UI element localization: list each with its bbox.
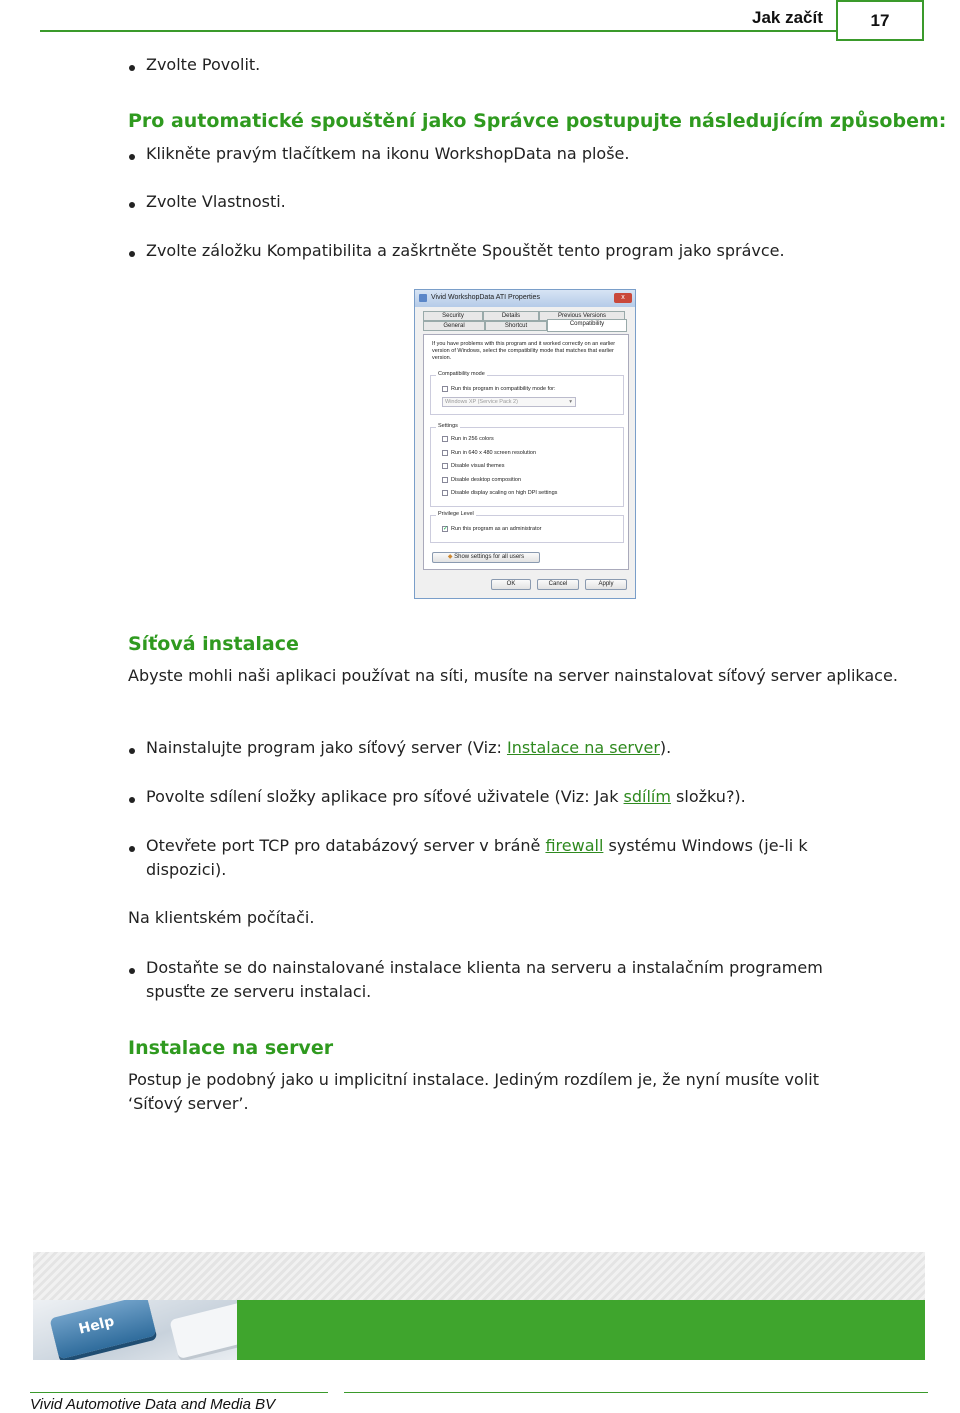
chevron-down-icon: ▾ [569,399,572,405]
compatibility-panel [423,334,629,570]
shield-icon: ◆ [447,554,453,560]
page-number: 17 [836,0,924,41]
ok-button[interactable]: OK [491,579,531,590]
admin-step-1: Klikněte pravým tlačítkem na ikonu WorkshopData na ploše. [146,144,630,163]
compat-checkbox[interactable] [442,386,448,392]
setting-label: Run in 256 colors [451,436,494,442]
keyboard-key [169,1301,237,1359]
footer-rule-left [30,1392,328,1393]
link-firewall[interactable]: firewall [545,836,604,855]
bullet-dot [129,748,135,754]
network-step-3 [146,834,808,858]
admin-step-2: Zvolte Vlastnosti. [146,192,286,211]
setting-checkbox[interactable] [442,450,448,456]
tab-general[interactable]: General [423,321,485,331]
setting-label: Run in 640 x 480 screen resolution [451,450,536,456]
settings-group-label: Settings [438,423,458,429]
section-title: Jak začít [752,8,823,27]
setting-label: Disable visual themes [451,463,505,469]
step-text: Otevřete port TCP pro databázový server v bráně [146,836,546,855]
dialog-titlebar [415,290,635,307]
bullet-dot [129,202,135,208]
step-text: ). [659,738,672,757]
setting-checkbox[interactable] [442,436,448,442]
bullet-dot [129,65,135,71]
admin-step-3: Zvolte záložku Kompatibilita a zaškrtněte Spouštět tento program jako správce. [146,241,785,260]
help-key-image [33,1300,237,1360]
tab-details[interactable]: Details [483,311,539,321]
compat-group [430,375,624,415]
help-key [49,1300,156,1359]
properties-dialog-screenshot [414,289,636,599]
privilege-check-label: Run this program as an administrator [451,526,542,532]
heading-server: Instalace na server [128,1037,334,1059]
bullet-dot [129,846,135,852]
close-icon[interactable]: x [614,293,632,303]
heading-network: Síťová instalace [128,633,299,655]
header-rule [40,30,840,32]
footer-green-bar [237,1300,925,1360]
footer-rule-right [344,1392,928,1393]
setting-label: Disable display scaling on high DPI settings [451,490,558,496]
show-all-users-label: Show settings for all users [454,554,525,560]
admin-checkbox-checked[interactable]: ✓ [443,526,449,532]
link-sdilim[interactable]: sdílím [623,787,671,806]
setting-checkbox[interactable] [442,463,448,469]
compat-group-label: Compatibility mode [438,371,485,377]
client-label: Na klientském počítači. [128,908,315,927]
tab-previous-versions[interactable]: Previous Versions [539,311,625,321]
step-text: složku?). [670,787,746,806]
bullet-dot [129,968,135,974]
footer-pattern-band [33,1252,925,1300]
cancel-button[interactable]: Cancel [537,579,579,590]
compat-select-value: Windows XP (Service Pack 2) [445,399,518,405]
setting-checkbox[interactable] [442,490,448,496]
network-paragraph: Abyste mohli naši aplikaci používat na síti, musíte na server nainstalovat síťový server aplikace. [128,666,898,685]
intro-text: If you have problems with this program and it worked correctly on an earlier version of Windows, select the compatibility mode that matches that earlier version. [432,341,616,361]
setting-label: Disable desktop composition [451,477,522,483]
compat-check-label: Run this program in compatibility mode for: [451,386,556,392]
client-step-line1: Dostaňte se do nainstalované instalace klienta na serveru a instalačním programem [146,958,823,977]
setting-checkbox[interactable] [442,477,448,483]
link-instalace-na-server[interactable]: Instalace na server [506,738,660,757]
bullet-dot [129,251,135,257]
step-text: Zvolte Povolit. [146,55,261,74]
server-paragraph-line2: ‘Síťový server’. [128,1094,249,1113]
step-text: Nainstalujte program jako síťový server (Viz: [146,738,507,757]
apply-button[interactable]: Apply [585,579,627,590]
tab-shortcut[interactable]: Shortcut [485,321,547,331]
tab-security[interactable]: Security [423,311,483,321]
step-text: systému Windows (je-li k [603,836,808,855]
client-step-line2: spusťte ze serveru instalaci. [146,982,372,1001]
bullet-dot [129,797,135,803]
bullet-dot [129,154,135,160]
heading-admin: Pro automatické spouštění jako Správce postupujte následujícím způsobem: [128,110,947,132]
network-step-1 [146,736,671,760]
network-step-3-cont: dispozici). [146,860,227,879]
privilege-group-label: Privilege Level [438,511,474,517]
tab-compatibility[interactable]: Compatibility [547,319,627,332]
server-paragraph-line1: Postup je podobný jako u implicitní instalace. Jediným rozdílem je, že nyní musíte volit [128,1070,819,1089]
network-step-2 [146,785,746,809]
step-text: Povolte sdílení složky aplikace pro síťové uživatele (Viz: Jak [146,787,624,806]
compat-mode-select[interactable] [442,397,576,407]
show-all-users-button[interactable] [432,552,540,563]
help-key-label: Help [77,1313,116,1338]
app-icon [419,294,427,302]
footer-company: Vivid Automotive Data and Media BV [30,1396,276,1413]
dialog-title: Vivid WorkshopData ATI Properties [431,294,540,301]
